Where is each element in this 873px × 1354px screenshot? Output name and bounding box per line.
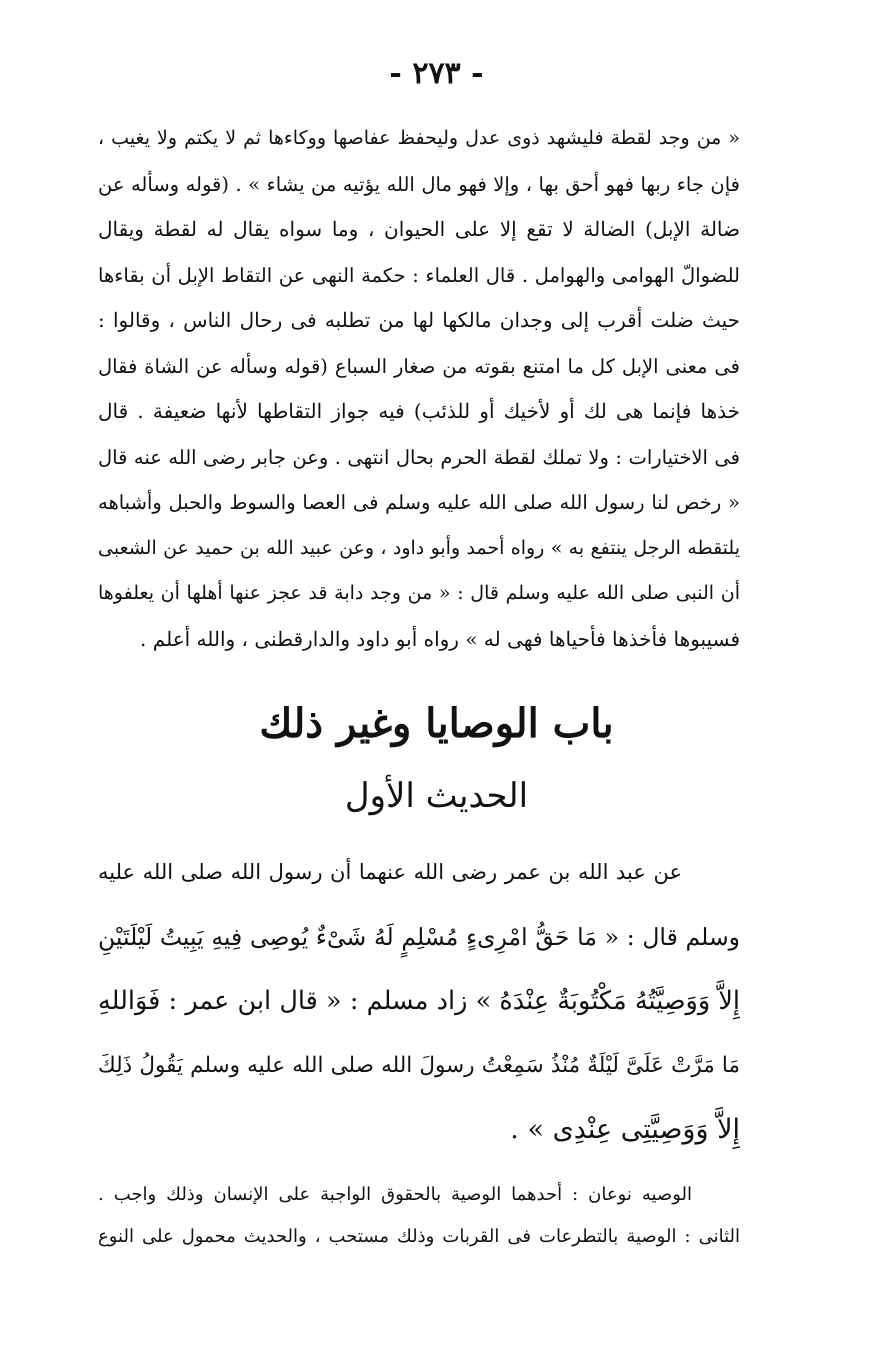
notes-block	[98, 1174, 740, 1258]
hadith-line: وسلم قال : « مَا حَقُّ امْرِىءٍ مُسْلِمٍ لَهُ شَىْءٌ يُوصِى فِيهِ يَبِيتُ لَيْلَتَيْنِ	[98, 922, 740, 951]
commentary-line: أن النبى صلى الله عليه وسلم قال : « من وجد دابة قد عجز عنها أهلها أن يعلفوها	[98, 582, 740, 604]
commentary-line: فى الاختيارات : ولا تملك لقطة الحرم بحال انتهى . وعن جابر رضى الله عنه قال	[98, 445, 740, 469]
commentary-line: فإن جاء ربها فهو أحق بها ، وإلا فهو مال الله يؤتيه من يشاء » . (قوله وسأله عن	[98, 172, 740, 196]
hadith-title: الحديث الأول	[344, 776, 529, 816]
hadith-line: إِلاَّ وَوَصِيَّتِى عِنْدِى » .	[510, 1114, 740, 1145]
hadith-line: عن عبد الله بن عمر رضى الله عنهما أن رسول الله صلى الله عليه	[98, 860, 682, 884]
commentary-line: فسيبوها فأخذها فأحياها فهى له » رواه أبو داود والدارقطنى ، والله أعلم .	[140, 626, 740, 651]
hadith-line: إِلاَّ وَوَصِيَّتُهُ مَكْتُوبَةٌ عِنْدَهُ » زاد مسلم : « قال ابن عمر : فَوَاللهِ	[98, 986, 740, 1016]
chapter-title: باب الوصايا وغير ذلك	[259, 700, 614, 747]
notes-line: الثانى : الوصية بالتطرعات فى القربات وذلك مستحب ، والحديث محمول على النوع	[98, 1226, 740, 1247]
commentary-line: حيث ضلت أقرب إلى وجدان مالكها لها من تطلبه فى رحال الناس ، وقالوا :	[98, 308, 740, 332]
page-number: - ٢٧٣ -	[389, 56, 484, 91]
commentary-line: فى معنى الإبل كل ما امتنع بقوته من صغار السباع (قوله وسأله عن الشاة فقال	[98, 354, 740, 378]
commentary-line: ضالة الإبل) الضالة لا تقع إلا على الحيوان ، وما سواه يقال له لقطة ويقال	[98, 217, 740, 241]
hadith-text-block	[98, 840, 740, 1163]
commentary-line: « رخص لنا رسول الله صلى الله عليه وسلم فى العصا والسوط والحبل وأشباهه	[98, 491, 740, 514]
commentary-line: للضوالّ الهوامى والهوامل . قال العلماء : حكمة النهى عن التقاط الإبل أن بقاءها	[98, 263, 740, 287]
notes-line: الوصيه نوعان : أحدهما الوصية بالحقوق الواجبة على الإنسان وذلك واجب .	[98, 1184, 692, 1205]
commentary-line: خذها فإنما هى لك أو لأخيك أو للذئب) فيه جواز التقاطها لأنها ضعيفة . قال	[98, 399, 740, 423]
commentary-block	[98, 116, 740, 662]
commentary-line: يلتقطه الرجل ينتفع به » رواه أحمد وأبو داود ، وعن عبيد الله بن حميد عن الشعبى	[98, 536, 740, 559]
commentary-line: « من وجد لقطة فليشهد ذوى عدل وليحفظ عفاصها ووكاءها ثم لا يكتم ولا يغيب ،	[98, 127, 740, 149]
hadith-line: مَا مَرَّتْ عَلَىَّ لَيْلَةٌ مُنْذُ سَمِعْتُ رسولَ الله صلى الله عليه وسلم يَقُولُ ذَلِكَ	[98, 1052, 740, 1078]
